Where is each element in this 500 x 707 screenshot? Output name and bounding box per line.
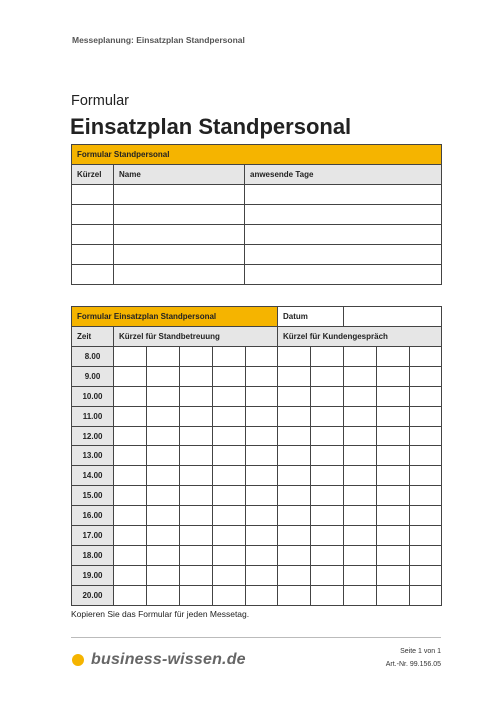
kunden-cell[interactable] xyxy=(278,506,311,526)
form-cell[interactable] xyxy=(245,245,442,265)
stand-cell[interactable] xyxy=(213,585,246,605)
stand-cell[interactable] xyxy=(114,526,147,546)
stand-cell[interactable] xyxy=(180,426,213,446)
stand-cell[interactable] xyxy=(246,545,278,565)
kunden-cell[interactable] xyxy=(377,386,410,406)
table-row xyxy=(72,265,442,285)
kunden-cell[interactable] xyxy=(344,506,377,526)
stand-cell[interactable] xyxy=(246,386,278,406)
kunden-cell[interactable] xyxy=(311,526,344,546)
stand-cell[interactable] xyxy=(147,506,180,526)
kunden-cell[interactable] xyxy=(344,406,377,426)
time-slot-label: 16.00 xyxy=(72,506,114,526)
form-cell[interactable] xyxy=(72,265,114,285)
kunden-cell[interactable] xyxy=(410,466,442,486)
stand-cell[interactable] xyxy=(180,526,213,546)
kunden-cell[interactable] xyxy=(344,347,377,367)
datum-label: Datum xyxy=(278,307,344,327)
stand-cell[interactable] xyxy=(213,545,246,565)
stand-cell[interactable] xyxy=(147,347,180,367)
form-cell[interactable] xyxy=(72,205,114,225)
time-slot-label: 11.00 xyxy=(72,406,114,426)
kunden-cell[interactable] xyxy=(377,366,410,386)
stand-cell[interactable] xyxy=(180,565,213,585)
table-row xyxy=(72,486,442,506)
table-row xyxy=(72,426,442,446)
kunden-cell[interactable] xyxy=(344,565,377,585)
kunden-cell[interactable] xyxy=(410,526,442,546)
document-header: Messeplanung: Einsatzplan Standpersonal xyxy=(72,35,245,45)
kunden-cell[interactable] xyxy=(377,347,410,367)
logo-dot-icon xyxy=(72,654,84,666)
kunden-cell[interactable] xyxy=(278,545,311,565)
kunden-cell[interactable] xyxy=(311,426,344,446)
kunden-cell[interactable] xyxy=(377,526,410,546)
kunden-cell[interactable] xyxy=(377,545,410,565)
kunden-cell[interactable] xyxy=(311,386,344,406)
stand-cell[interactable] xyxy=(114,386,147,406)
kunden-cell[interactable] xyxy=(311,565,344,585)
stand-cell[interactable] xyxy=(180,585,213,605)
stand-cell[interactable] xyxy=(246,426,278,446)
document-subtitle: Formular xyxy=(71,93,130,109)
column-header-stand: Kürzel für Standbetreuung xyxy=(114,327,278,347)
stand-cell[interactable] xyxy=(180,466,213,486)
article-number: Art.-Nr. 99.156.05 xyxy=(385,661,441,668)
time-slot-label: 12.00 xyxy=(72,426,114,446)
kunden-cell[interactable] xyxy=(410,506,442,526)
kunden-cell[interactable] xyxy=(410,565,442,585)
kunden-cell[interactable] xyxy=(278,406,311,426)
stand-cell[interactable] xyxy=(180,506,213,526)
column-header-kunden: Kürzel für Kundengespräch xyxy=(278,327,442,347)
kunden-cell[interactable] xyxy=(377,426,410,446)
kunden-cell[interactable] xyxy=(278,565,311,585)
stand-cell[interactable] xyxy=(246,406,278,426)
stand-cell[interactable] xyxy=(213,426,246,446)
stand-cell[interactable] xyxy=(114,446,147,466)
form-cell[interactable] xyxy=(245,265,442,285)
table-row xyxy=(72,565,442,585)
kunden-cell[interactable] xyxy=(344,545,377,565)
kunden-cell[interactable] xyxy=(278,347,311,367)
kunden-cell[interactable] xyxy=(344,585,377,605)
stand-cell[interactable] xyxy=(147,466,180,486)
column-header-kuerzel: Kürzel xyxy=(72,165,114,185)
table-row xyxy=(72,446,442,466)
kunden-cell[interactable] xyxy=(311,506,344,526)
form-cell[interactable] xyxy=(245,205,442,225)
column-header-name: Name xyxy=(114,165,245,185)
time-slot-label: 19.00 xyxy=(72,565,114,585)
table-row xyxy=(72,185,442,205)
kunden-cell[interactable] xyxy=(344,366,377,386)
stand-cell[interactable] xyxy=(147,426,180,446)
stand-cell[interactable] xyxy=(180,386,213,406)
form-cell[interactable] xyxy=(72,185,114,205)
stand-cell[interactable] xyxy=(147,446,180,466)
schedule-table xyxy=(71,306,442,606)
kunden-cell[interactable] xyxy=(410,386,442,406)
kunden-cell[interactable] xyxy=(410,426,442,446)
stand-cell[interactable] xyxy=(147,366,180,386)
page-number: Seite 1 von 1 xyxy=(400,648,441,655)
kunden-cell[interactable] xyxy=(410,585,442,605)
stand-cell[interactable] xyxy=(246,466,278,486)
stand-cell[interactable] xyxy=(147,486,180,506)
staff-table-heading: Formular Standpersonal xyxy=(72,145,442,165)
table-row xyxy=(72,205,442,225)
stand-cell[interactable] xyxy=(213,347,246,367)
kunden-cell[interactable] xyxy=(311,446,344,466)
stand-cell[interactable] xyxy=(246,565,278,585)
time-slot-label: 10.00 xyxy=(72,386,114,406)
stand-cell[interactable] xyxy=(246,446,278,466)
table-row xyxy=(72,225,442,245)
stand-cell[interactable] xyxy=(114,486,147,506)
table-row xyxy=(72,506,442,526)
time-slot-label: 20.00 xyxy=(72,585,114,605)
kunden-cell[interactable] xyxy=(311,486,344,506)
stand-cell[interactable] xyxy=(213,466,246,486)
form-cell[interactable] xyxy=(245,225,442,245)
stand-cell[interactable] xyxy=(246,347,278,367)
form-cell[interactable] xyxy=(114,265,245,285)
time-slot-label: 15.00 xyxy=(72,486,114,506)
table-row xyxy=(72,245,442,265)
staff-table xyxy=(71,144,442,285)
kunden-cell[interactable] xyxy=(311,347,344,367)
kunden-cell[interactable] xyxy=(377,506,410,526)
time-slot-label: 8.00 xyxy=(72,347,114,367)
kunden-cell[interactable] xyxy=(377,486,410,506)
stand-cell[interactable] xyxy=(114,406,147,426)
kunden-cell[interactable] xyxy=(377,406,410,426)
schedule-table-heading: Formular Einsatzplan Standpersonal xyxy=(72,307,278,327)
stand-cell[interactable] xyxy=(147,585,180,605)
footer-note: Kopieren Sie das Formular für jeden Messetag. xyxy=(71,609,250,619)
stand-cell[interactable] xyxy=(213,526,246,546)
stand-cell[interactable] xyxy=(147,526,180,546)
form-cell[interactable] xyxy=(114,245,245,265)
kunden-cell[interactable] xyxy=(278,526,311,546)
kunden-cell[interactable] xyxy=(377,585,410,605)
stand-cell[interactable] xyxy=(180,366,213,386)
form-cell[interactable] xyxy=(245,185,442,205)
kunden-cell[interactable] xyxy=(344,526,377,546)
stand-cell[interactable] xyxy=(213,406,246,426)
stand-cell[interactable] xyxy=(180,486,213,506)
brand-logo: business-wissen.de xyxy=(91,651,246,668)
kunden-cell[interactable] xyxy=(344,386,377,406)
stand-cell[interactable] xyxy=(114,466,147,486)
stand-cell[interactable] xyxy=(213,486,246,506)
kunden-cell[interactable] xyxy=(410,446,442,466)
form-cell[interactable] xyxy=(114,205,245,225)
kunden-cell[interactable] xyxy=(410,486,442,506)
time-slot-label: 9.00 xyxy=(72,366,114,386)
kunden-cell[interactable] xyxy=(278,466,311,486)
form-cell[interactable] xyxy=(114,185,245,205)
kunden-cell[interactable] xyxy=(278,585,311,605)
stand-cell[interactable] xyxy=(213,565,246,585)
kunden-cell[interactable] xyxy=(311,366,344,386)
table-row xyxy=(72,526,442,546)
stand-cell[interactable] xyxy=(114,366,147,386)
stand-cell[interactable] xyxy=(114,565,147,585)
time-slot-label: 13.00 xyxy=(72,446,114,466)
stand-cell[interactable] xyxy=(114,545,147,565)
kunden-cell[interactable] xyxy=(278,386,311,406)
stand-cell[interactable] xyxy=(114,347,147,367)
stand-cell[interactable] xyxy=(180,545,213,565)
kunden-cell[interactable] xyxy=(377,466,410,486)
table-row xyxy=(72,347,442,367)
stand-cell[interactable] xyxy=(114,506,147,526)
stand-cell[interactable] xyxy=(213,446,246,466)
kunden-cell[interactable] xyxy=(344,466,377,486)
datum-field[interactable] xyxy=(344,307,442,327)
kunden-cell[interactable] xyxy=(311,585,344,605)
kunden-cell[interactable] xyxy=(410,545,442,565)
stand-cell[interactable] xyxy=(147,545,180,565)
kunden-cell[interactable] xyxy=(410,347,442,367)
stand-cell[interactable] xyxy=(246,526,278,546)
stand-cell[interactable] xyxy=(180,347,213,367)
stand-cell[interactable] xyxy=(147,386,180,406)
stand-cell[interactable] xyxy=(246,585,278,605)
stand-cell[interactable] xyxy=(246,486,278,506)
form-cell[interactable] xyxy=(72,225,114,245)
table-row xyxy=(72,585,442,605)
table-row xyxy=(72,466,442,486)
time-slot-label: 17.00 xyxy=(72,526,114,546)
kunden-cell[interactable] xyxy=(344,426,377,446)
kunden-cell[interactable] xyxy=(377,446,410,466)
kunden-cell[interactable] xyxy=(377,565,410,585)
column-header-days: anwesende Tage xyxy=(245,165,442,185)
stand-cell[interactable] xyxy=(213,386,246,406)
table-row xyxy=(72,366,442,386)
stand-cell[interactable] xyxy=(147,565,180,585)
table-row xyxy=(72,406,442,426)
time-slot-label: 14.00 xyxy=(72,466,114,486)
kunden-cell[interactable] xyxy=(311,545,344,565)
stand-cell[interactable] xyxy=(114,585,147,605)
time-slot-label: 18.00 xyxy=(72,545,114,565)
form-cell[interactable] xyxy=(72,245,114,265)
table-row xyxy=(72,386,442,406)
kunden-cell[interactable] xyxy=(278,446,311,466)
kunden-cell[interactable] xyxy=(278,426,311,446)
stand-cell[interactable] xyxy=(180,406,213,426)
kunden-cell[interactable] xyxy=(278,366,311,386)
column-header-time: Zeit xyxy=(72,327,114,347)
document-title: Einsatzplan Standpersonal xyxy=(70,114,352,139)
stand-cell[interactable] xyxy=(213,506,246,526)
form-cell[interactable] xyxy=(114,225,245,245)
stand-cell[interactable] xyxy=(147,406,180,426)
kunden-cell[interactable] xyxy=(344,486,377,506)
footer-divider xyxy=(71,637,441,638)
stand-cell[interactable] xyxy=(246,506,278,526)
kunden-cell[interactable] xyxy=(344,446,377,466)
kunden-cell[interactable] xyxy=(311,466,344,486)
kunden-cell[interactable] xyxy=(311,406,344,426)
kunden-cell[interactable] xyxy=(278,486,311,506)
kunden-cell[interactable] xyxy=(410,406,442,426)
stand-cell[interactable] xyxy=(114,426,147,446)
stand-cell[interactable] xyxy=(213,366,246,386)
stand-cell[interactable] xyxy=(246,366,278,386)
table-row xyxy=(72,545,442,565)
kunden-cell[interactable] xyxy=(410,366,442,386)
stand-cell[interactable] xyxy=(180,446,213,466)
